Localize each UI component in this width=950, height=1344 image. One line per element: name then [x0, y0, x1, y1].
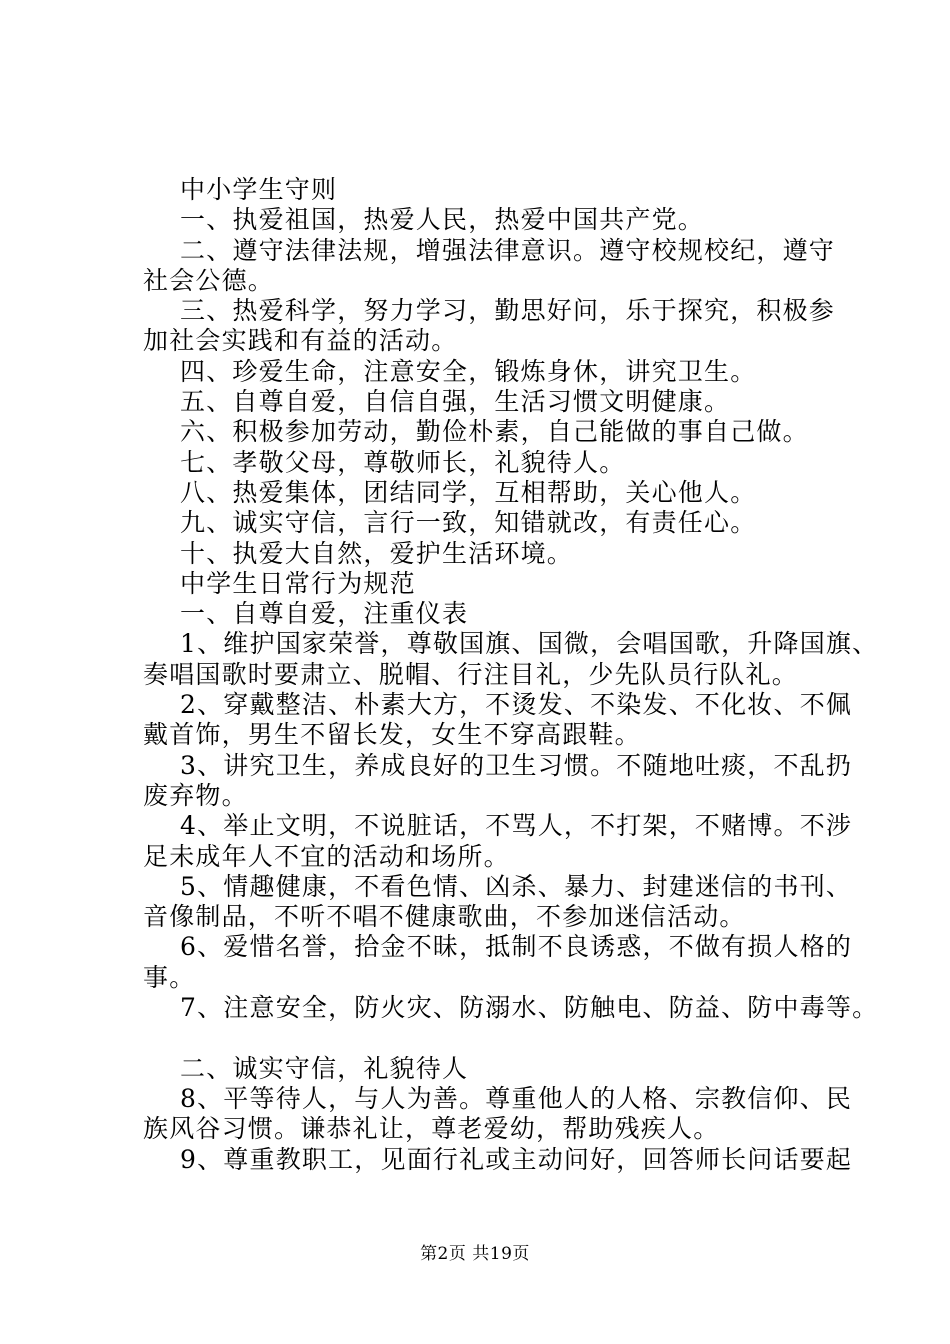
paragraph-line: 七、孝敬父母，尊敬师长，礼貌待人。 [180, 447, 626, 477]
paragraph-line: 奏唱国歌时要肃立、脱帽、行注目礼，少先队员行队礼。 [143, 659, 799, 689]
paragraph-line: 4、举止文明，不说脏话，不骂人，不打架，不赌博。不涉 [180, 811, 853, 841]
paragraph-line: 3、讲究卫生，养成良好的卫生习惯。不随地吐痰，不乱扔 [180, 750, 853, 780]
paragraph-line: 五、自尊自爱，自信自强，生活习惯文明健康。 [180, 387, 731, 417]
paragraph-line: 9、尊重教职工，见面行礼或主动问好，回答师长问话要起 [180, 1144, 853, 1174]
paragraph-line: 7、注意安全，防火灾、防溺水、防触电、防益、防中毒等。 [180, 993, 879, 1023]
blank-line [143, 1023, 843, 1053]
heading-behavior-norms: 中学生日常行为规范 [180, 568, 416, 598]
page-number-footer: 第2页 共19页 [420, 1244, 530, 1264]
paragraph-line: 音像制品，不听不唱不健康歌曲，不参加迷信活动。 [143, 902, 746, 932]
paragraph-line: 三、热爱科学，努力学习，勤思好问，乐于探究，积极参 [180, 296, 836, 326]
paragraph-line: 8、平等待人，与人为善。尊重他人的人格、宗教信仰、民 [180, 1083, 853, 1113]
section-heading: 二、诚实守信，礼貌待人 [180, 1053, 469, 1083]
section-heading: 一、自尊自爱，注重仪表 [180, 599, 469, 629]
paragraph-line: 一、执爱祖国，热爱人民，热爱中国共产党。 [180, 205, 705, 235]
paragraph-line: 事。 [143, 962, 196, 992]
paragraph-line: 废弃物。 [143, 780, 248, 810]
paragraph-line: 六、积极参加劳动，勤俭朴素，自己能做的事自己做。 [180, 417, 809, 447]
paragraph-line: 戴首饰，男生不留长发，女生不穿高跟鞋。 [143, 720, 641, 750]
paragraph-line: 九、诚实守信，言行一致，知错就改，有责任心。 [180, 508, 757, 538]
paragraph-line: 6、爱惜名誉，拾金不昧，抵制不良诱惑，不做有损人格的 [180, 932, 853, 962]
paragraph-line: 1、维护国家荣誉，尊敬国旗、国微，会唱国歌，升降国旗、 [180, 629, 879, 659]
document-body [143, 175, 879, 1175]
paragraph-line: 族风谷习惯。谦恭礼让，尊老爱幼，帮助残疾人。 [143, 1114, 720, 1144]
paragraph-line: 2、穿戴整洁、朴素大方，不烫发、不染发、不化妆、不佩 [180, 690, 853, 720]
paragraph-line: 加社会实践和有益的活动。 [143, 326, 458, 356]
paragraph-line: 5、情趣健康，不看色情、凶杀、暴力、封建迷信的书刊、 [180, 871, 853, 901]
paragraph-line: 八、热爱集体，团结同学，互相帮助，关心他人。 [180, 477, 757, 507]
heading-student-code: 中小学生守则 [180, 175, 338, 204]
paragraph-line: 社会公德。 [143, 265, 275, 295]
paragraph-line: 二、遵守法律法规，增强法律意识。遵守校规校纪，遵守 [180, 235, 836, 265]
paragraph-line: 十、执爱大自然，爱护生活环境。 [180, 538, 574, 568]
paragraph-line: 足未成年人不宜的活动和场所。 [143, 841, 510, 871]
paragraph-line: 四、珍爱生命，注意安全，锻炼身休，讲究卫生。 [180, 356, 757, 386]
